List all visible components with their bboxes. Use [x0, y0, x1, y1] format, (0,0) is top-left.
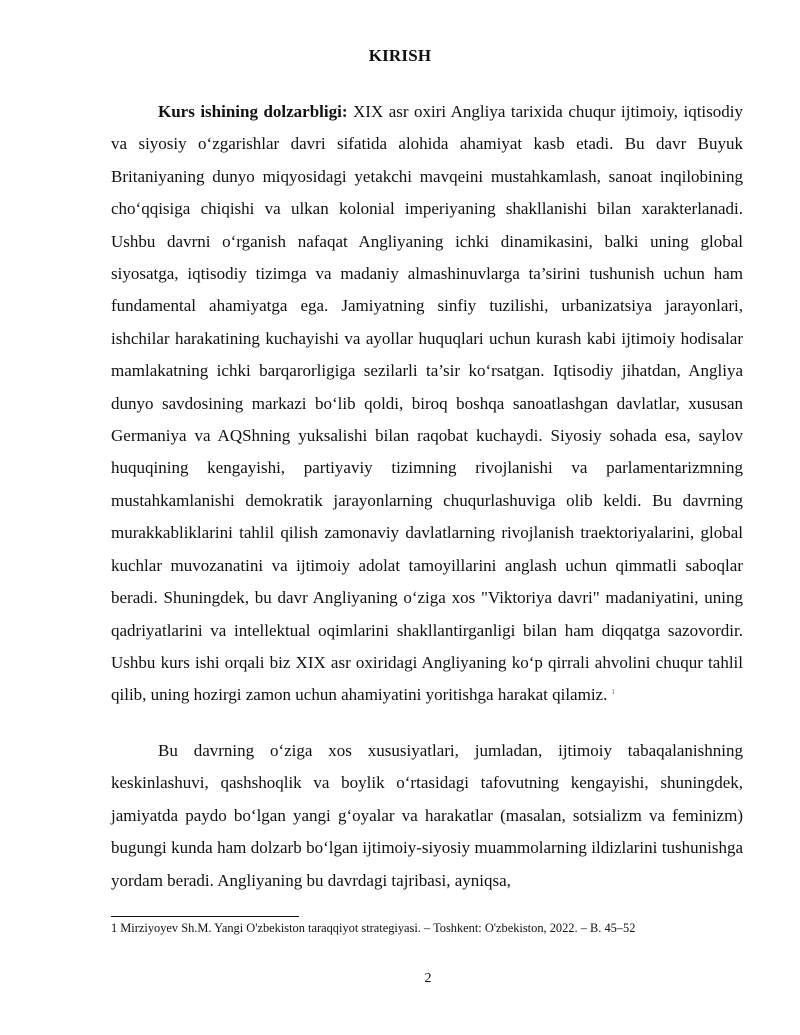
footnote-divider [111, 916, 299, 917]
footnote-text: 1 Mirziyoyev Sh.M. Yangi O'zbekiston taraqqiyot strategiyasi. – Toshkent: O'zbekiston, 2022. – B. 45–52 [111, 921, 636, 935]
page-number: 2 [424, 971, 432, 986]
footnote-reference[interactable]: 1 [611, 687, 615, 696]
paragraph-lead: Kurs ishining dolzarbligi: [158, 102, 348, 121]
paragraph-text: XIX asr oxiri Angliya tarixida chuqur ijtimoiy, iqtisodiy va siyosiy o‘zgarishlar davri sifatida alohida ahamiyat kasb etadi. Bu davr Buyuk Britaniyaning dunyo miqyosidagi yetakchi mavqeini mustahkamlash, sanoat inqilobining cho‘qqisiga chiqishi va ulkan kolonial imperiyaning shakllanishi bilan xarakterlanadi. Ushbu davrni o‘rganish nafaqat Angliyaning ichki dinamikasini, balki uning global siyosatga, iqtisodiy tizimga va madaniy almashinuvlarga ta’sirini tushunish uchun ham fundamental ahamiyatga ega. Jamiyatning sinfiy tuzilishi, urbanizatsiya jarayonlari, ishchilar harakatining kuchayishi va ayollar huquqlari uchun kurash kabi ijtimoiy hodisalar mamlakatning ichki barqarorligiga sezilarli ta’sir ko‘rsatgan. Iqtisodiy jihatdan, Angliya dunyo savdosining markazi bo‘lib qoldi, biroq boshqa sanoatlashgan davlatlar, xususan Germaniya va AQShning yuksalishi bilan raqobat kuchaydi. Siyosiy sohada esa, saylov huquqining kengayishi, partiyaviy tizimning rivojlanishi va parlamentarizmning mustahkamlanishi demokratik jarayonlarning chuqurlashuviga olib keldi. Bu davrning murakkabliklarini tahlil qilish zamonaviy davlatlarning rivojlanish traektoriyalarini, global kuchlar muvozanatini va ijtimoiy adolat tamoyillarini anglash uchun qimmatli saboqlar beradi. Shuningdek, bu davr Angliyaning o‘ziga xos "Viktoriya davri" madaniyatini, uning qadriyatlarini va intellektual oqimlarini shakllantirganligi bilan ham diqqatga sazovordir. Ushbu kurs ishi orqali biz XIX asr oxiridagi Angliyaning ko‘p qirrali ahvolini chuqur tahlil qilib, uning hozirgi zamon uchun ahamiyatini yoritishga harakat qilamiz. [111, 102, 743, 705]
page-title: KIRISH [368, 46, 432, 65]
paragraph-relevance [111, 96, 743, 712]
paragraph-features: Bu davrning o‘ziga xos xususiyatlari, jumladan, ijtimoiy tabaqalanishning keskinlashuvi, qashshoqlik va boylik o‘rtasidagi tafovutning kengayishi, shuningdek, jamiyatda paydo bo‘lgan yangi g‘oyalar va harakatlar (masalan, sotsializm va feminizm) bugungi kunda ham dolzarb bo‘lgan ijtimoiy-siyosiy muammolarning ildizlarini tushunishga yordam beradi. Angliyaning bu davrdagi tajribasi, ayniqsa, [111, 741, 743, 890]
